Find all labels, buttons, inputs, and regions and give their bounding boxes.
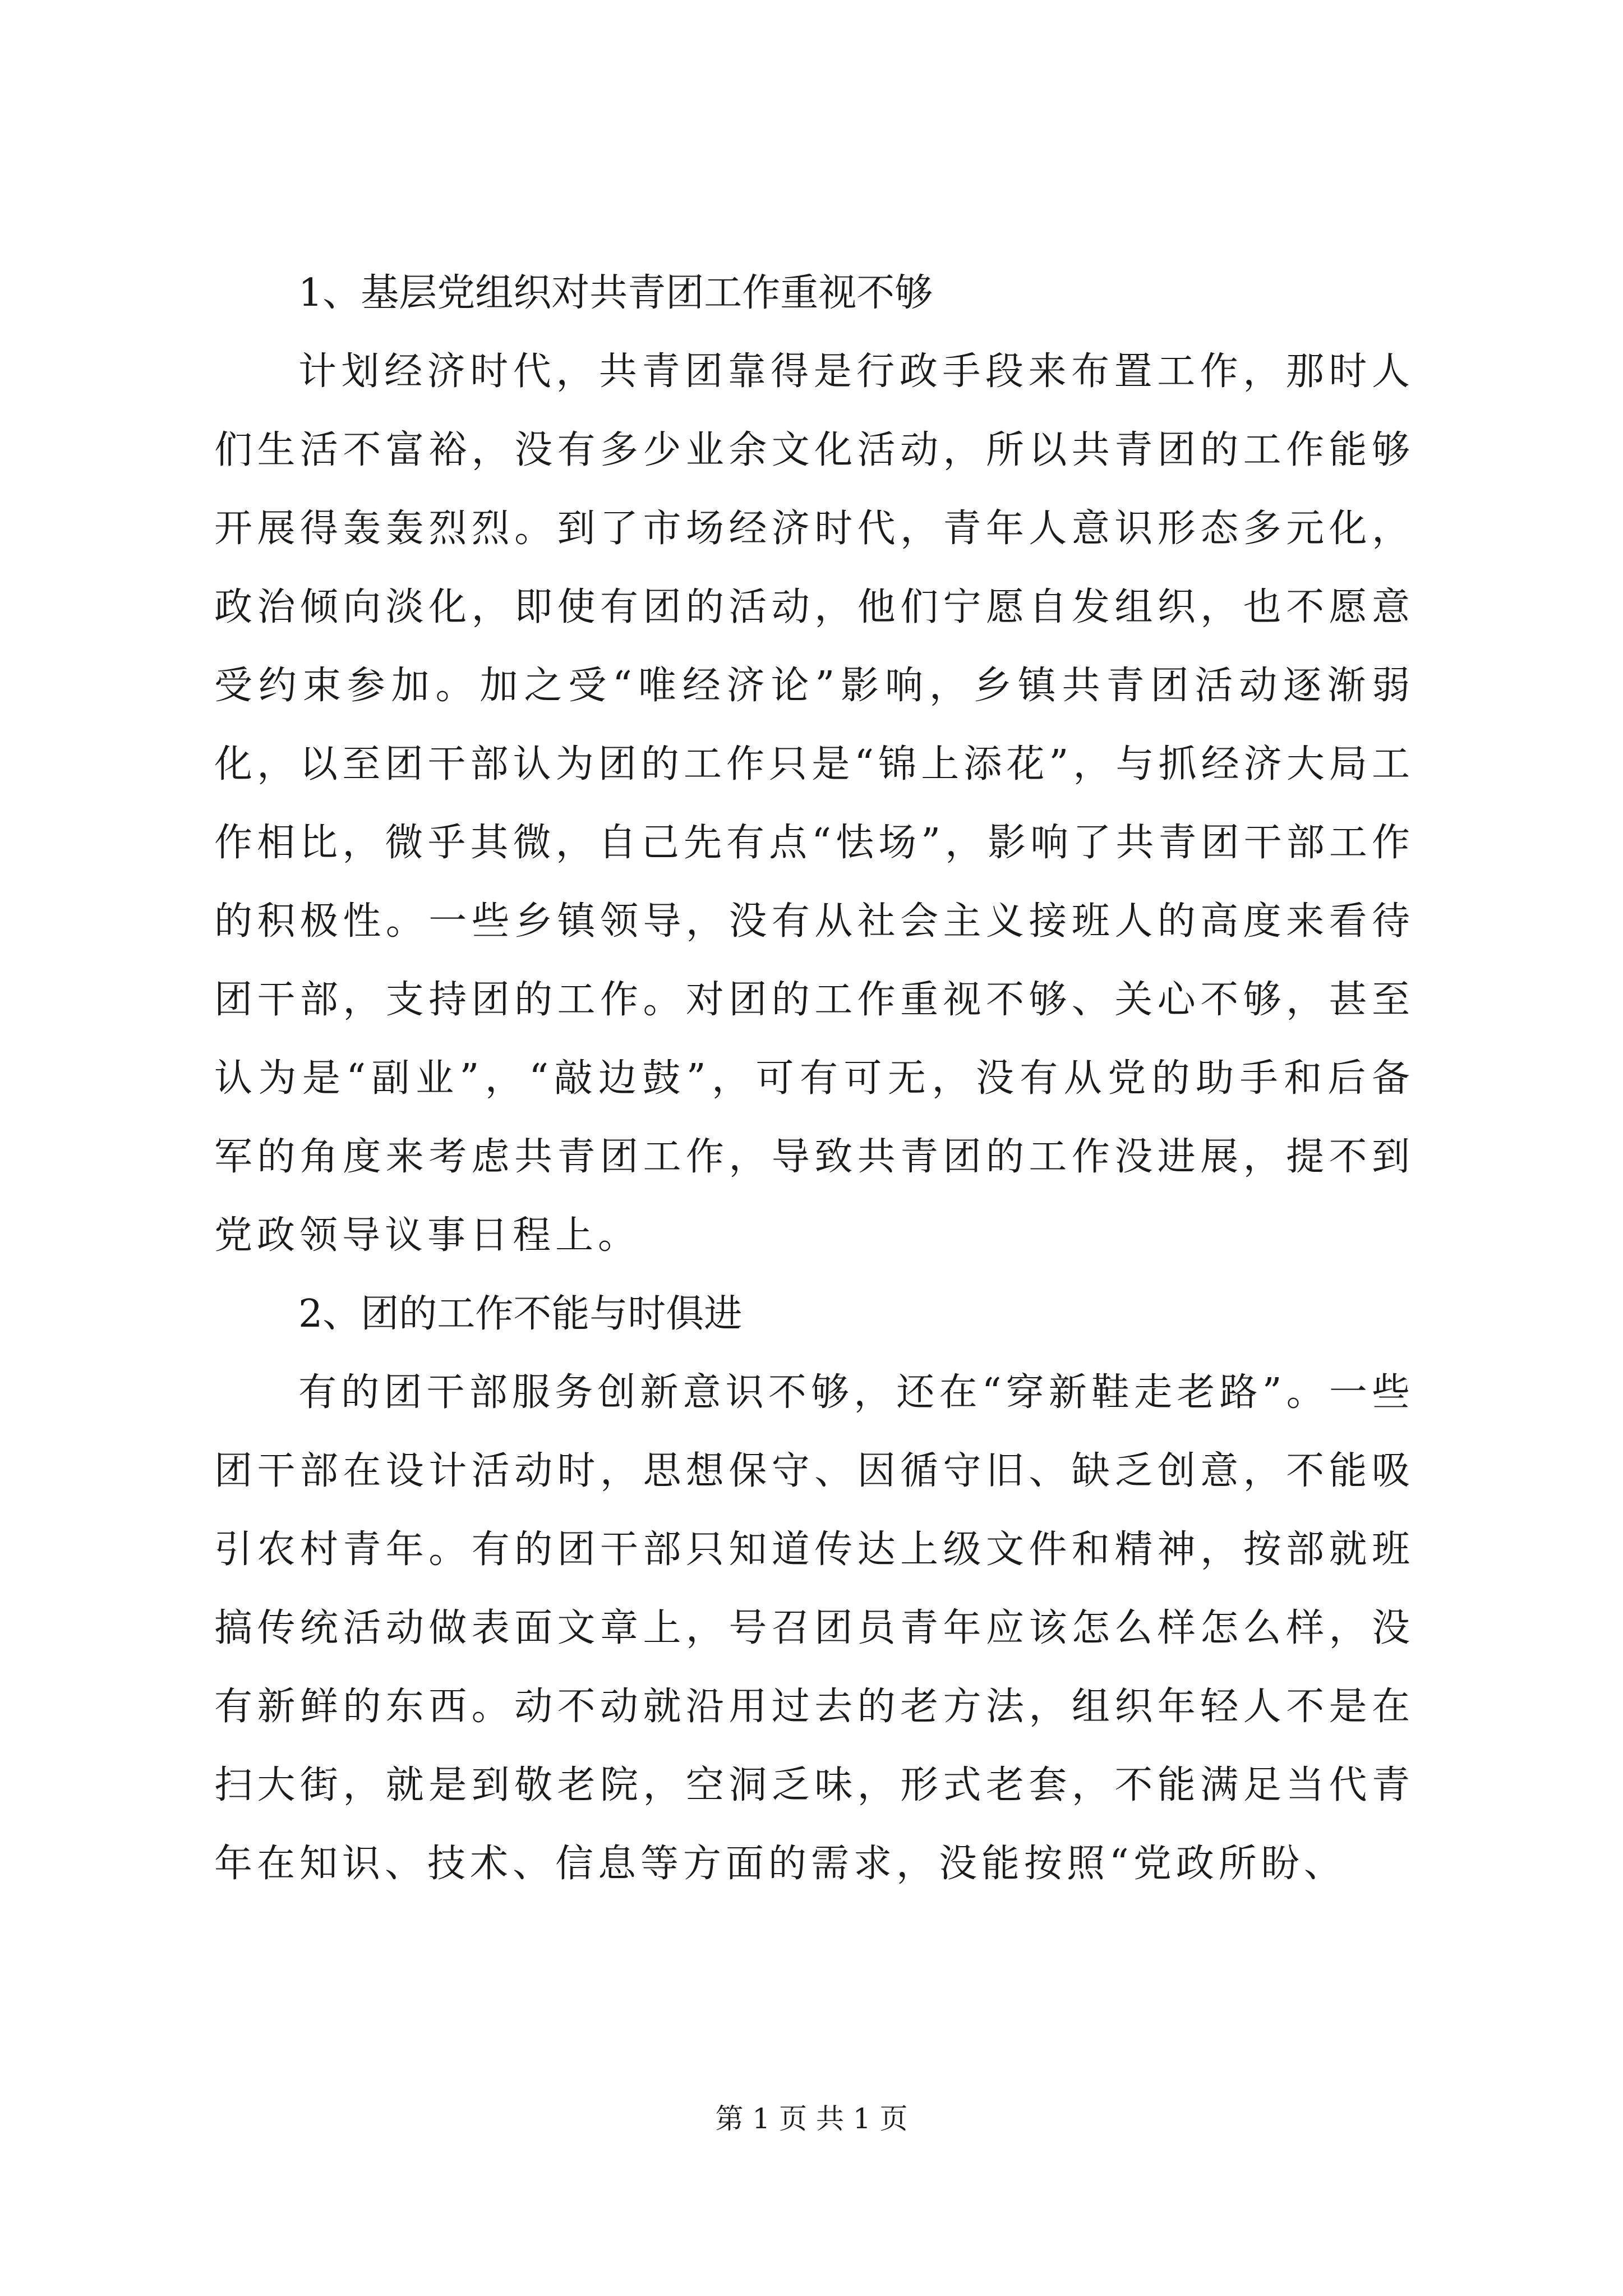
section-heading-1: 1、基层党组织对共青团工作重视不够: [298, 271, 933, 315]
page-footer: 第 1 页 共 1 页: [715, 2102, 908, 2135]
paragraph-2: 有的团干部服务创新意识不够，还在“穿新鞋走老路”。一些团干部在设计活动时，思想保守、因循守旧、缺乏创意，不能吸引农村青年。有的团干部只知道传达上级文件和精神，按部就班搞传统活动做表面文章上，号召团员青年应该怎么样怎么样，没有新鲜的东西。动不动就沿用过去的老方法，组织年轻人不是在扫大街，就是到敬老院，空洞乏味，形式老套，不能满足当代青年在知识、技术、信息等方面的需求，没能按照“党政所盼、: [214, 1370, 1414, 1886]
section-heading-2: 2、团的工作不能与时俱进: [298, 1292, 743, 1336]
paragraph-1: 计划经济时代，共青团靠得是行政手段来布置工作，那时人们生活不富裕，没有多少业余文化活动，所以共青团的工作能够开展得轰轰烈烈。到了市场经济时代，青年人意识形态多元化，政治倾向淡化，即使有团的活动，他们宁愿自发组织，也不愿意受约束参加。加之受“唯经济论”影响，乡镇共青团活动逐渐弱化，以至团干部认为团的工作只是“锦上添花”，与抓经济大局工作相比，微乎其微，自己先有点“怯场”，影响了共青团干部工作的积极性。一些乡镇领导，没有从社会主义接班人的高度来看待团干部，支持团的工作。对团的工作重视不够、关心不够，甚至认为是“副业”，“敲边鼓”，可有可无，没有从党的助手和后备军的角度来考虑共青团工作，导致共青团的工作没进展，提不到党政领导议事日程上。: [214, 349, 1414, 1258]
document-body: [214, 254, 1414, 1903]
